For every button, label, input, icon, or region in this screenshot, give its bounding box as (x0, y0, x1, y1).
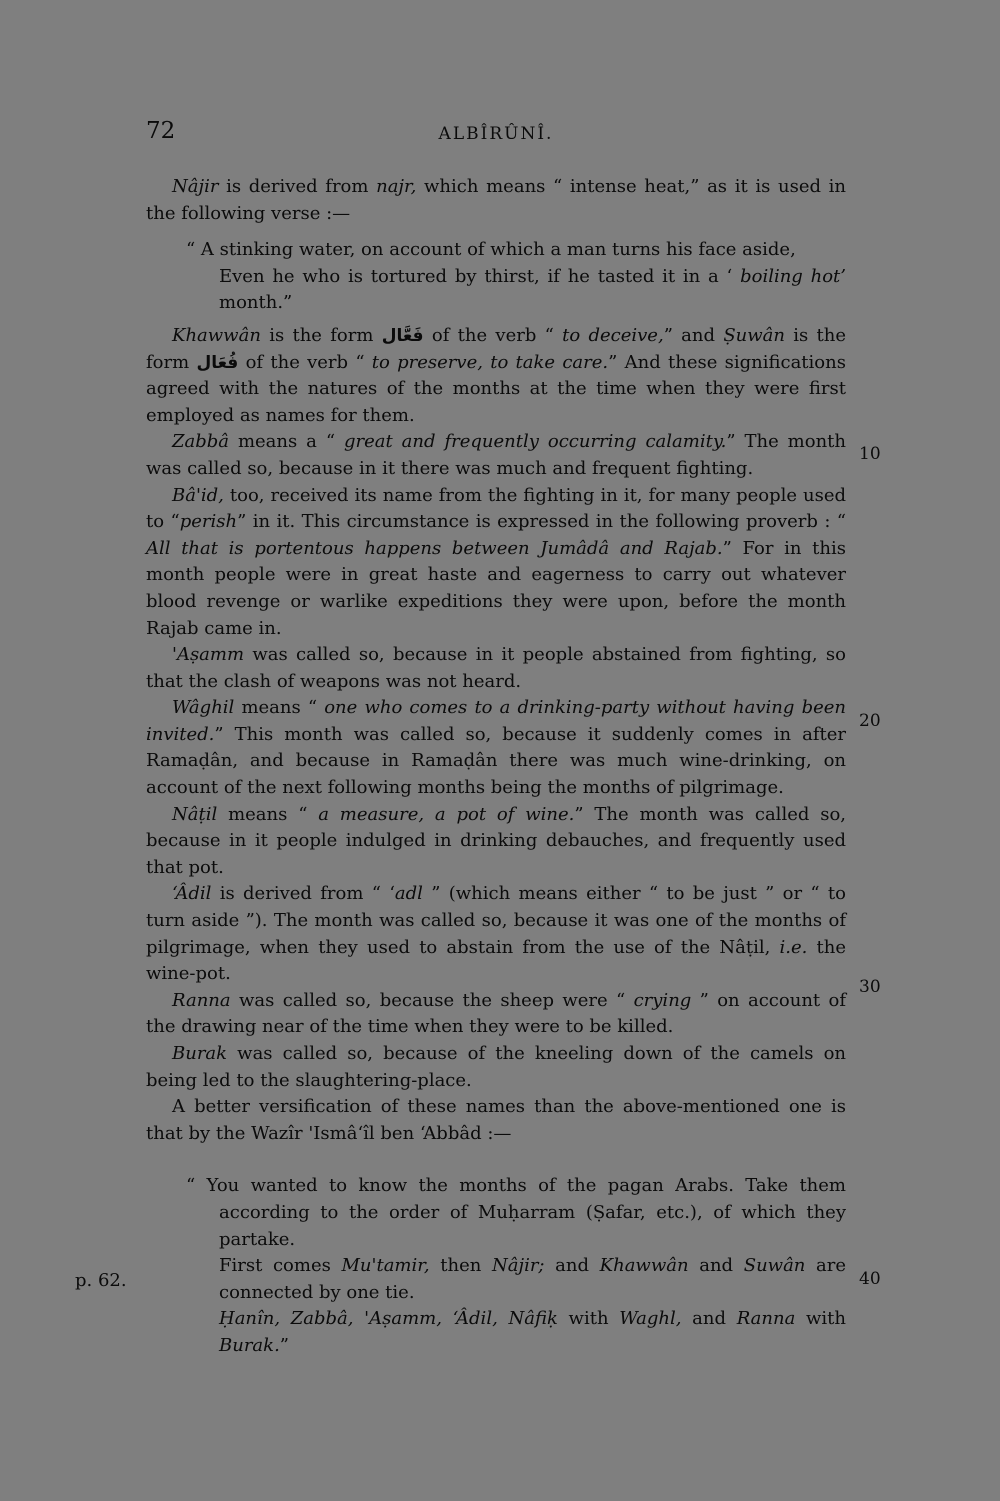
italic-text: Nâjir (172, 176, 219, 197)
line-number: 40 (859, 1269, 881, 1289)
text-run: First comes (219, 1255, 342, 1277)
body-text (146, 174, 846, 1364)
text-run: the wine-pot. (146, 936, 846, 985)
paragraph (146, 881, 846, 987)
text-run: ” This month was called so, because it suddenly comes in after Ramaḍân, and because in Ramaḍân there was much wine-drinking, on account of the next following months being the months of pilgrimage. (146, 723, 846, 799)
text-run: ” and (663, 324, 724, 346)
text-run: then (429, 1255, 492, 1277)
paragraph (146, 1094, 846, 1147)
italic-text: crying (633, 989, 692, 1011)
paragraph (146, 483, 846, 643)
italic-text: Burak (172, 1043, 228, 1064)
text-run: and (681, 1308, 737, 1330)
text-run: too, received its name from the fighting in it, for many people used to “ (146, 484, 846, 533)
text-run: ” The month was called so, because in it people indulged in drinking debauches, and frequently used that pot. (146, 803, 847, 878)
italic-text: i.e. (779, 936, 808, 958)
text-run: was called so, because of the kneeling down of the camels on being led to the slaughtering-place. (146, 1043, 846, 1091)
paragraph (146, 988, 846, 1041)
italic-text: adl (394, 883, 423, 905)
running-title: ALBÎRÛNÎ. (438, 124, 554, 144)
italic-text: Khawwân (172, 324, 261, 346)
text-run: was called so, because in it people abstained from fighting, so that the clash of weapons was not heard. (146, 644, 846, 692)
italic-text: Ṣuwân (723, 324, 785, 346)
text-run: ” (which means either “ to be just ” or “ to turn aside ”). The month was called so, because it was one of the months of pilgrimage, when they used to abstain from the use of the Nâṭil, (146, 883, 846, 958)
text-run: ” on account of the drawing near of the time when they were to be killed. (146, 989, 846, 1038)
paragraph (146, 174, 846, 227)
italic-text: najr, (376, 176, 417, 197)
text-run: means “ (234, 697, 325, 719)
italic-text: Khawwân (599, 1255, 689, 1277)
italic-text: Waghl, (619, 1308, 682, 1330)
text-run: Even he who is tortured by thirst, if he tasted it in a ‘ (219, 265, 741, 287)
italic-text: Bâ'id, (172, 484, 224, 506)
italic-text: to deceive, (562, 324, 664, 346)
italic-text: Zabbâ (172, 431, 230, 453)
italic-text: to preserve, to take care. (371, 351, 609, 373)
text-run: are connected by one tie. (219, 1255, 847, 1303)
text-run: ” For in this month people were in great haste and eagerness to carry out whatever blood revenge or warlike expeditions they were upon, before the month Rajab came in. (146, 537, 846, 639)
paragraph (146, 323, 846, 429)
italic-text: ‘Âdil (172, 883, 212, 905)
italic-text: one who comes to a drinking-party without having been invited. (146, 697, 846, 745)
page-header (146, 118, 846, 150)
text-run: is the form (260, 324, 382, 346)
verse-line (219, 1306, 846, 1359)
verse-line (186, 1173, 846, 1253)
verse-quote (186, 237, 846, 317)
text-run: “ A stinking water, on account of which a man turns his face aside, (186, 239, 796, 261)
arabic-word: فُعَال (196, 352, 239, 373)
italic-text: Wâghil (172, 697, 235, 719)
text-run: ” The month was called so, because in it there was much and frequent fighting. (146, 431, 846, 479)
page-number: 72 (146, 118, 176, 144)
italic-text: great and frequently occurring calamity. (344, 431, 727, 453)
paragraph (146, 642, 846, 695)
margin-page-reference: p. 62. (75, 1270, 127, 1291)
text-run: ” And these significations agreed with the natures of the months at the time when they were first employed as names for them. (146, 351, 846, 426)
text-run: ” (279, 1334, 289, 1356)
text-run: means a “ (229, 431, 344, 453)
line-number: 20 (859, 711, 881, 731)
paragraph (146, 429, 846, 482)
verse-line (186, 237, 846, 264)
italic-text: Ḥanîn, Zabbâ, 'Aṣamm, ‘Âdil, Nâfiḳ (219, 1308, 558, 1330)
paragraph (146, 1041, 846, 1094)
italic-text: Ranna (736, 1308, 796, 1330)
text-run: with (557, 1308, 620, 1330)
italic-text: Nâjir; (492, 1255, 545, 1277)
italic-text: All that is portentous happens between Jumâdâ and Rajab. (146, 537, 723, 559)
text-run: “ You wanted to know the months of the pagan Arabs. Take them according to the order of Muḥarram (Ṣafar, etc.), of which they partake. (186, 1175, 846, 1250)
arabic-word: فَعَّال (381, 325, 424, 346)
verse-line (219, 264, 846, 317)
italic-text: Mu'tamir, (341, 1255, 430, 1277)
verse-line (219, 1253, 846, 1306)
italic-text: Burak. (219, 1334, 280, 1356)
italic-text: 'Aṣamm (172, 644, 245, 666)
italic-text: perish (179, 511, 238, 533)
italic-text: Ranna (172, 989, 231, 1011)
text-run: and (544, 1255, 600, 1277)
italic-text: boiling hot’ (740, 265, 846, 287)
line-number: 30 (859, 977, 881, 997)
text-run: with (795, 1308, 847, 1330)
italic-text: Nâṭil (172, 803, 218, 825)
line-number: 10 (859, 444, 881, 464)
text-run: is derived from (218, 176, 377, 197)
text-run: month.” (219, 292, 293, 314)
paragraph (146, 802, 846, 882)
text-run: means “ (217, 803, 319, 825)
italic-text: a measure, a pot of wine. (318, 803, 575, 825)
paragraph (146, 695, 846, 801)
text-run: ” in it. This circumstance is expressed in the following proverb : “ (237, 511, 847, 533)
italic-text: Suwân (743, 1255, 806, 1277)
text-run: is the form (146, 324, 847, 373)
text-run: A better versification of these names than the above-mentioned one is that by the Wazîr 'Ismâ‘îl ben ‘Abbâd :— (146, 1096, 846, 1144)
verse-quote (186, 1173, 846, 1359)
text-run: which means “ intense heat,” as it is used in the following verse :— (146, 176, 846, 224)
text-run: of the verb “ (238, 351, 372, 373)
text-run: and (688, 1255, 744, 1277)
text-run: of the verb “ (423, 324, 563, 346)
text-run: is derived from “ ‘ (211, 883, 395, 905)
text-run: was called so, because the sheep were “ (230, 989, 634, 1011)
